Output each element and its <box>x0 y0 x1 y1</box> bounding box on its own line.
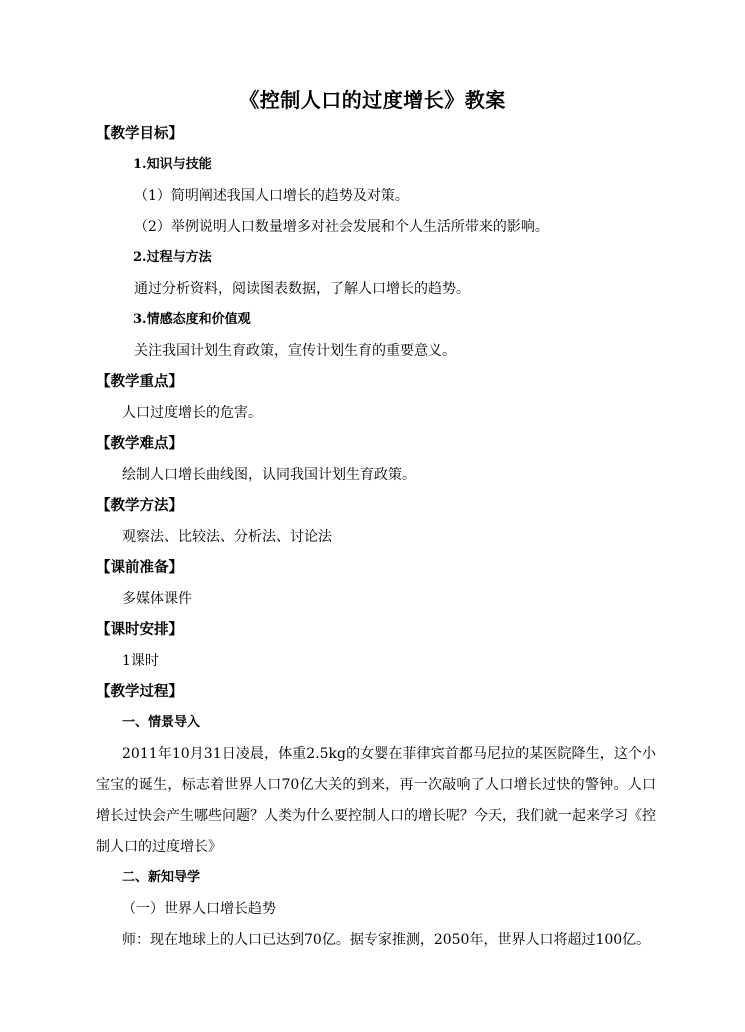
subheading-knowledge: 1.知识与技能 <box>133 157 212 172</box>
subheading-values: 3.情感态度和价值观 <box>133 312 251 327</box>
heading-objectives: 【教学目标】 <box>96 125 183 142</box>
heading-key-points: 【教学重点】 <box>96 373 183 390</box>
objective-item-2: （2）举例说明人口数量增多对社会发展和个人生活所带来的影响。 <box>134 219 549 235</box>
document-title: 《控制人口的过度增长》教案 <box>239 88 506 112</box>
methods-text: 观察法、比较法、分析法、讨论法 <box>122 529 332 545</box>
difficulties-text: 绘制人口增长曲线图，认同我国计划生育政策。 <box>122 467 416 483</box>
schedule-text: 1课时 <box>122 653 159 669</box>
heading-schedule: 【课时安排】 <box>96 621 183 638</box>
preparation-text: 多媒体课件 <box>122 591 192 607</box>
process-method-text: 通过分析资料，阅读图表数据，了解人口增长的趋势。 <box>134 281 470 297</box>
subsection-world-population: （一）世界人口增长趋势 <box>122 901 276 917</box>
heading-preparation: 【课前准备】 <box>96 559 183 576</box>
heading-difficulties: 【教学难点】 <box>96 435 183 452</box>
intro-paragraph: 2011年10月31日凌晨，体重2.5kg的女婴在菲律宾首都马尼拉的某医院降生，这个小宝宝的诞生，标志着世界人口70亿大关的到来，再一次敲响了人口增长过快的警钟。人口增长过快会产生哪些问题？人类为什么要控制人口的增长呢？今天，我们就一起来学习《控制人口的过度增长》 <box>96 746 656 855</box>
teacher-statement: 师：现在地球上的人口已达到70亿。据专家推测，2050年，世界人口将超过100亿。 <box>122 932 651 948</box>
objective-item-1: （1）简明阐述我国人口增长的趋势及对策。 <box>134 188 409 204</box>
key-points-text: 人口过度增长的危害。 <box>122 405 262 421</box>
step-heading-intro: 一、情景导入 <box>122 715 201 730</box>
heading-process: 【教学过程】 <box>96 683 183 700</box>
values-text: 关注我国计划生育政策，宣传计划生育的重要意义。 <box>134 343 456 359</box>
heading-methods: 【教学方法】 <box>96 497 183 514</box>
subheading-process: 2.过程与方法 <box>133 250 212 265</box>
step-heading-new-knowledge: 二、新知导学 <box>122 870 201 885</box>
